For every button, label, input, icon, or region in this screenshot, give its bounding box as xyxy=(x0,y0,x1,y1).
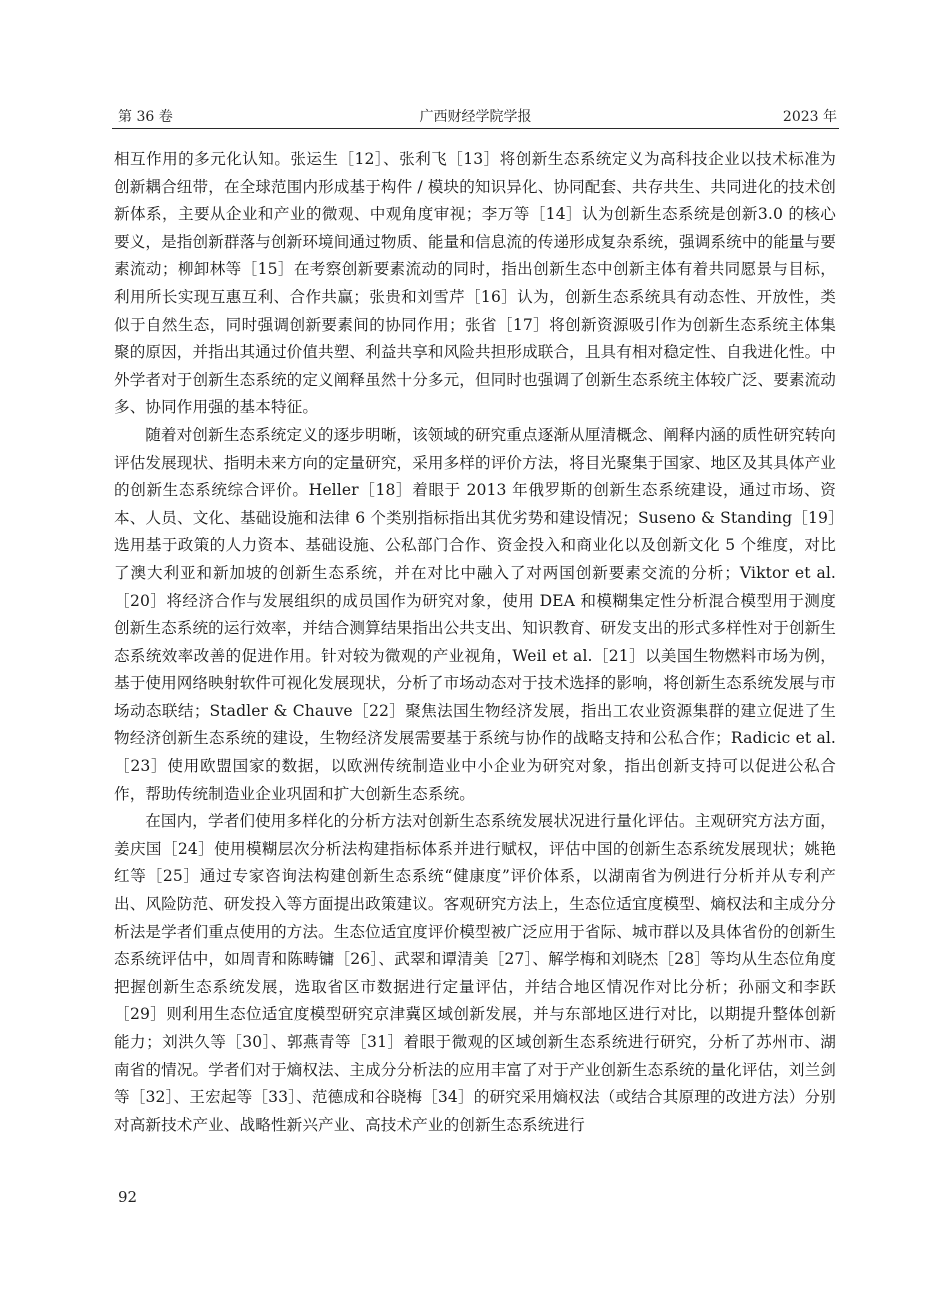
paragraph-definitions: 相互作用的多元化认知。张运生［12］、张利飞［13］将创新生态系统定义为高科技企业以技术标准为创新耦合纽带，在全球范围内形成基于构件 / 模块的知识异化、协同配套、共存共生、共同进化的技术创新体系，主要从企业和产业的微观、中观角度审视；李万等［14］认为创新生态系统是创新3.0 的核心要义，是指创新群落与创新环境间通过物质、能量和信息流的传递形成复杂系统，强调系统中的能量与要素流动；柳卸林等［15］在考察创新要素流动的同时，指出创新生态中创新主体有着共同愿景与目标，利用所长实现互惠互利、合作共赢；张贵和刘雪芹［16］认为，创新生态系统具有动态性、开放性，类似于自然生态，同时强调创新要素间的协同作用；张省［17］将创新资源吸引作为创新生态系统主体集聚的原因，并指出其通过价值共塑、利益共享和风险共担形成联合，且具有相对稳定性、自我进化性。中外学者对于创新生态系统的定义阐释虽然十分多元，但同时也强调了创新生态系统主体较广泛、要素流动多、协同作用强的基本特征。 xyxy=(114,150,836,417)
paragraph-international-evaluation: 随着对创新生态系统定义的逐步明晰，该领域的研究重点逐渐从厘清概念、阐释内涵的质性研究转向评估发展现状、指明未来方向的定量研究，采用多样的评价方法，将目光聚集于国家、地区及其具体产业的创新生态系统综合评价。Heller［18］着眼于 2013 年俄罗斯的创新生态系统建设，通过市场、资本、人员、文化、基础设施和法律 6 个类别指标指出其优劣势和建设情况；Suseno & Standing［19］选用基于政策的人力资本、基础设施、公私部门合作、资金投入和商业化以及创新文化 5 个维度，对比了澳大利亚和新加坡的创新生态系统，并在对比中融入了对两国创新要素交流的分析；Viktor et al.［20］将经济合作与发展组织的成员国作为研究对象，使用 DEA 和模糊集定性分析混合模型用于测度创新生态系统的运行效率，并结合测算结果指出公共支出、知识教育、研发支出的形式多样性对于创新生态系统效率改善的促进作用。针对较为微观的产业视角，Weil et al.［21］以美国生物燃料市场为例，基于使用网络映射软件可视化发展现状，分析了市场动态对于技术选择的影响，将创新生态系统发展与市场动态联结；Stadler & Chauve［22］聚焦法国生物经济发展，指出工农业资源集群的建立促进了生物经济创新生态系统的建设，生物经济发展需要基于系统与协作的战略支持和公私合作；Radicic et al.［23］使用欧盟国家的数据，以欧洲传统制造业中小企业为研究对象，指出创新支持可以促进公私合作，帮助传统制造业企业巩固和扩大创新生态系统。 xyxy=(114,425,836,803)
running-header xyxy=(112,104,839,126)
paragraph-domestic-evaluation: 在国内，学者们使用多样化的分析方法对创新生态系统发展状况进行量化评估。主观研究方法方面，姜庆国［24］使用模糊层次分析法构建指标体系并进行赋权，评估中国的创新生态系统发展现状；姚艳红等［25］通过专家咨询法构建创新生态系统“健康度”评价体系，以湖南省为例进行分析并从专利产出、风险防范、研发投入等方面提出政策建议。客观研究方法上，生态位适宜度模型、熵权法和主成分分析法是学者们重点使用的方法。生态位适宜度评价模型被广泛应用于省际、城市群以及具体省份的创新生态系统评估中，如周青和陈畴镛［26］、武翠和谭清美［27］、解学梅和刘晓杰［28］等均从生态位角度把握创新生态系统发展，选取省区市数据进行定量评估，并结合地区情况作对比分析；孙丽文和李跃［29］则利用生态位适宜度模型研究京津冀区域创新发展，并与东部地区进行对比，以期提升整体创新能力；刘洪久等［30］、郭燕青等［31］着眼于微观的区域创新生态系统进行研究，分析了苏州市、湖南省的情况。学者们对于熵权法、主成分分析法的应用丰富了对于产业创新生态系统的量化评估，刘兰剑等［32］、王宏起等［33］、范德成和谷晓梅［34］的研究采用熵权法（或结合其原理的改进方法）分别对高新技术产业、战略性新兴产业、高技术产业的创新生态系统进行 xyxy=(114,812,836,1134)
header-divider xyxy=(112,128,839,129)
page-number: 92 xyxy=(118,1188,138,1206)
header-year: 2023 年 xyxy=(782,109,837,125)
header-journal-title: 广西财经学院学报 xyxy=(419,109,532,125)
header-volume: 第 36 卷 xyxy=(118,109,173,125)
article-body xyxy=(114,146,836,1139)
